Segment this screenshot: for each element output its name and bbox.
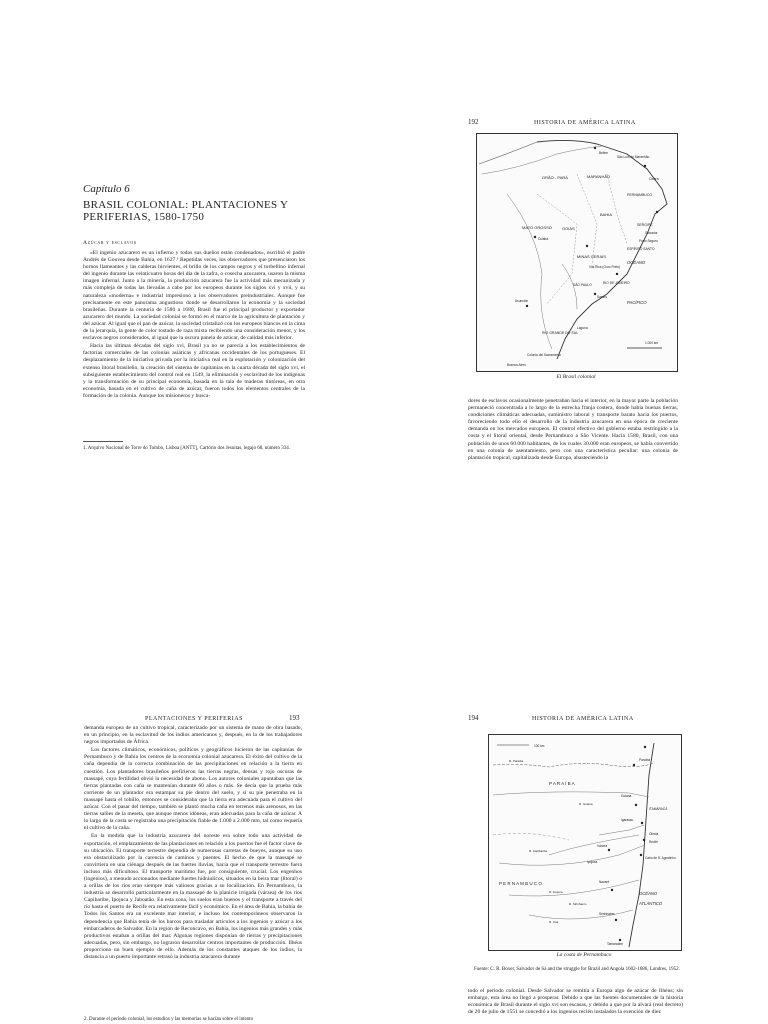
paragraph: demanda europea de un cultivo tropical, caracterizado por un sistema de mano de obra basado, en un principio, en la esclavitud de los indios americanos y, después, en la de los trabajadores negros importados de África. [84, 725, 302, 746]
paragraph: dores de esclavos ocasionalmente penetraban hacia el interior, en la mayor parte la población permaneció concentrada a lo largo de la estrecha franja costera, donde había buenas tierras, condiciones climáticas adecuadas, suministro laboral y transporte barato hacia los puertos, favoreciendo todo ello el desarrollo de la industria azucarera en una época de creciente demanda en los mercados europeos. El control efectivo del gobierno estaba restringido a la costa y el litoral oriental, desde Pernambuco a São Vicente. Hacia 1580, Brasil, con una población de unos 60.000 habitantes, de los cuales 30.000 eran europeos, se había convertido en una colonia de asentamiento, pero con una característica peculiar: una colonia de plantación tropical, capitalizada desde Europa, abasteciendo la [468, 398, 678, 461]
map-scale: 1.000 km [645, 341, 659, 345]
map-label: R. Goiana [579, 802, 593, 806]
map-label: Paraíba [639, 758, 651, 762]
map-label: São Luís do Maranhão [617, 155, 650, 159]
map-label: P A R A Í B A [549, 781, 575, 786]
map-label: Porto Seguro [639, 239, 658, 243]
map-label: OCÉANO [627, 260, 646, 265]
map-label: PACÍFICO [627, 300, 647, 305]
map-label: ITAMARACÁ [649, 807, 668, 811]
map-label: Cabo de S. Agostinho [645, 856, 676, 860]
map-caption: La costa de Pernambuco [556, 952, 612, 958]
map-label: Nazaré [599, 880, 610, 884]
running-head: HISTORIA DE AMÉRICA LATINA [534, 120, 636, 126]
map-label: Laguna [577, 326, 588, 330]
map-label: Colonia del Sacramento [527, 353, 562, 357]
running-head: PLANTACIONES Y PERIFERIAS [145, 716, 243, 722]
running-head: HISTORIA DE AMÉRICA LATINA [532, 716, 634, 722]
page-191 [0, 0, 384, 512]
page-number: 194 [468, 714, 479, 722]
map-label: Santos [597, 295, 607, 299]
map-colonial-brazil [476, 133, 678, 372]
map-label: RIO DE JANEIRO [603, 281, 630, 285]
map-label: MINAS GERAIS [577, 254, 606, 259]
map-label: R. Capibaribe [529, 849, 548, 853]
map-label: ATLÁNTICO [639, 901, 663, 906]
map-label: PERNAMBUCO [627, 193, 653, 197]
map-scale: 100 km [534, 744, 545, 748]
section-heading: Azúcar y esclavos [83, 240, 137, 246]
chapter-title: BRASIL COLONIAL: PLANTACIONES Y PERIFERIAS, 1580-1750 [83, 199, 288, 223]
map-pernambuco [488, 734, 682, 951]
map-label: Ipojuca [587, 860, 598, 864]
footnote: 2. Durante el período colonial, los estudios y las memorias se hacían sobre el intento [84, 1017, 254, 1022]
page-192 [384, 0, 768, 512]
footnote-rule [83, 441, 123, 442]
map-label: MATO GROSSO [522, 225, 552, 230]
body-text [468, 988, 683, 1017]
map-label: Asunción [515, 299, 529, 303]
body-text [83, 250, 305, 401]
body-text [84, 725, 302, 962]
map-caption: El Brasil colonial [556, 374, 596, 380]
map-label: Belém [599, 151, 609, 155]
map-label: ESPÍRITO SANTO [627, 247, 655, 251]
map-source: Fuente: C. R. Boxer, Salvador de Sá and the struggle for Brazil and Angola 1602-1686, Londres, 1952. [474, 967, 680, 972]
map-label: Vila Rica (Ouro Preto) [589, 265, 621, 269]
map-label: SERGIPE [637, 223, 653, 227]
map-label: Olinda [649, 832, 659, 836]
map-label: P E R N A M B U C O [499, 881, 542, 886]
map-label: Goiana [621, 794, 632, 798]
paragraph: Los factores climáticos, económicos, políticos y geográficos hicieron de las capitanías de Pernambuco y de Bahía los centros de la economía colonial azucarera. El éxito del cultivo de la caña dependía de la correcta combinación de las precipitaciones en relación a la tierra en cuestión. Los plantadores brasileños prefirieron las tierras negras, densas y rojo oscuras de massapé, cuya fertilidad obvió la necesidad de abono. Los autores coloniales apuntaban que las tierras plantadas con caña se mantenían durante 60 años o más. Se decía que la prueba más corriente de un plantador era estampar su pie dentro del suelo, y si su pie penetraba en la massapé hasta el tobillo, entonces se consideraba que la tierra era adecuada para el cultivo del azúcar. Con el pasar del tiempo, también se plantó mucha caña en terrenos más arenosos, en las tierras salões de la meseta, que aunque menos idóneas, eran adecuadas para la caña de azúcar. A lo largo de la costa se registraba una precipitación fiable de 1.000 a 2.000 mm, tal como requería el cultivo de la caña. [84, 747, 302, 832]
map-label: SÃO PAULO [573, 283, 592, 287]
map-graphic [489, 735, 681, 950]
map-label: Ceará [649, 177, 659, 181]
map-label: Salvador [645, 231, 658, 235]
map-label: OCÉANO [639, 891, 658, 896]
map-label: Buenos Aires [507, 363, 526, 367]
page-194 [384, 512, 768, 1024]
paragraph: En la medida que la industria azucarera del noreste era sobre todo una actividad de exportación, el emplazamiento de las plantaciones en relación a los puertos fue el factor clave de su ubicación. El transporte terrestre dependía de numerosas carretas de bueyes, aunque su uso era obstaculizado por la carencia de caminos y puentes. El hecho de que la massapé se convirtiera en una ciénaga después de las fuertes lluvias, hacía que el transporte terrestre fuera incluso más dificultoso. El transporte marítimo fue, por consiguiente, crucial. Los engenhos (ingenios), a menudo accionados mediante fuertes hidráulicos, situados en la beira mar (litoral) o a orillas de los ríos eran siempre más valiosos gracias a su localización. En Pernambuco, la industria se desarrolló particularmente en la massapé de la planicie irrigada (várzea) de los ríos Capibaribe, Ipojuca y Jaboatão. En esta zona, los suelos eran buenos y el transporte a través del río hasta el puerto de Recife era relativamente fácil y económico. En el área de Bahía, la bahía de Todos los Santos era un excelente mar interior, e incluso los contemporáneos observaron la dependencia que Bahía tenía de los barcos para trasladar artículos a los ingenios y azúcar a los embarcaderos de Salvador. En la región de Reconcavo, en Bahía, los ingenios más grandes y más productivos estaban a orillas del mar. Algunas regiones disponían de tierras y precipitaciones adecuadas, pero, sin embargo, no lograron desarrollar centros importantes de producción. Ilhéus proporciona un buen ejemplo de ello. Además de los constantes ataques de los indios, la distancia a un puerto importante retrasó la industria azucarera durante [84, 833, 302, 960]
map-label: GOIÁS [562, 226, 575, 231]
footnote: 1. Arquivo Nacional de Torre do Tombo, Lisboa [ANTT], Cartório dos Jesuitas, legajo 68, número 334. [83, 446, 290, 451]
map-label: MARANHÃO [587, 174, 611, 179]
body-text [468, 398, 678, 463]
map-label: R. Paraíba [509, 759, 524, 763]
map-label: GRÃO - PARÁ [542, 175, 568, 180]
map-label: R. Una [549, 920, 559, 924]
map-label: Várzea [597, 844, 608, 848]
map-label: Serinhaém [599, 912, 615, 916]
page-number: 193 [289, 714, 300, 722]
page-number: 192 [468, 118, 479, 126]
chapter-label: Capítulo 6 [83, 183, 130, 195]
map-label: R. Sirinhaém [569, 902, 587, 906]
map-label: Tamandaré [607, 942, 623, 946]
map-graphic [477, 134, 677, 371]
paragraph: Hacia las últimas décadas del siglo xvi, Brasil ya no se parecía a los establecimientos de factorías comerciales de las colonias asiáticas y africanas occidentales de los portugueses. El desplazamiento de la iniciativa privada por la iniciativa real en la explotación y colonización del extenso litoral brasileño, la creación del sistema de capitanías en la cuarta década del siglo xvi, el subsiguiente establecimiento del control real en 1549, la eliminación y esclavitud de los indígenas y la transformación de su principal economía, basada en la tala de maderas tintóreas, en otra economía, basada en el cultivo de caña de azúcar, fueron todos los elementos centrales de la formación de la colonia. Aunque los misioneros y busca- [83, 343, 305, 399]
paragraph: todo el periodo colonial. Desde Salvador se remitía a Europa algo de azúcar de Ilhéus; sin embargo, esta área no llegó a prosperar. Debido a que las fuentes documentales de la historia económica de Brasil durante el siglo xvi son escasas, y debido a que por la alvará (real decreto) de 20 de julio de 1551 se concedió a los ingenios recién instalados la exención de diez [468, 988, 683, 1016]
map-label: Recife [649, 840, 659, 844]
map-label: BAHIA [600, 212, 613, 217]
page-193 [0, 512, 384, 1024]
map-label: Cuiabá [538, 237, 549, 241]
map-label: RIO GRANDE DO SUL [542, 331, 579, 335]
paragraph: «El ingenio azucarero es un infierno y todos sus dueños están condenados», escribió el padre Andrés de Gouvea desde Bahía, en 1627.¹ Repetidas veces, los observadores que presenciaron los hornos llameantes y las calderas hirvientes, el brillo de los campos negros y el torbellino infernal del ingenio durante las veinticuatro horas del día de la zafra, o cosecha azucarera, usaron la misma imagen infernal. Junto a la minería, la producción azucarera fue la actividad más mecanizada y más compleja de todas las llevadas a cabo por los europeos durante los siglos xvi y xvii, y su naturaleza «moderna» e industrial impresionó a los observadores preindustriales. Aunque fue precisamente en este panorama angustioso donde se desarrollaron la economía y la sociedad brasileñas. Durante la centuria de 1580 a 1680, Brasil fue el principal productor y exportador azucarero del mundo. La sociedad colonial se formó en el marco de la agricultura de plantación y del azúcar. Al igual que el pan de azúcar, la sociedad cristalizó con los europeos blancos en la cima de la jerarquía, la gente de color tostado de raza mixta recibiendo una consideración menor, y los esclavos negros considerados, al igual que la oscura panela de azúcar, de calidad más inferior. [83, 250, 305, 342]
map-label: Igarassu [621, 818, 634, 822]
map-label: R. Ipojuca [549, 890, 563, 894]
